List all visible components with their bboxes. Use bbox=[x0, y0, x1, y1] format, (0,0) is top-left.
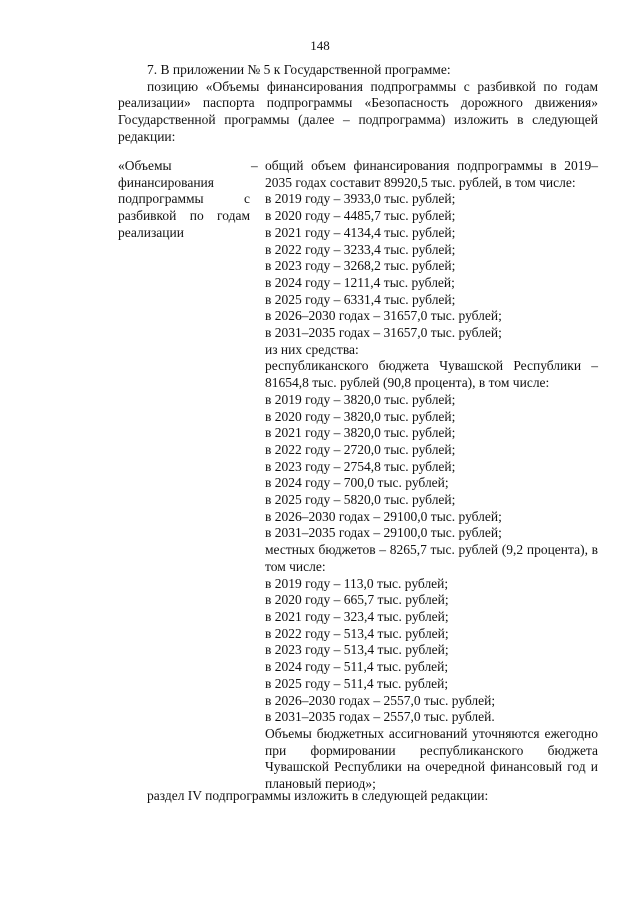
position-content bbox=[265, 158, 598, 793]
content-line: в 2021 году – 4134,4 тыс. рублей; bbox=[265, 224, 456, 240]
content-line: в 2031–2035 годах – 29100,0 тыс. рублей; bbox=[265, 525, 502, 541]
content-line: в 2025 году – 6331,4 тыс. рублей; bbox=[265, 291, 456, 307]
content-line: в 2024 году – 511,4 тыс. рублей; bbox=[265, 659, 449, 675]
content-line: в 2023 году – 3268,2 тыс. рублей; bbox=[265, 258, 456, 274]
content-line: в 2020 году – 665,7 тыс. рублей; bbox=[265, 592, 449, 608]
content-line: из них средства: bbox=[265, 341, 359, 357]
position-dash: – bbox=[251, 158, 258, 173]
content-line: республиканского бюджета Чувашской Республики – 81654,8 тыс. рублей (90,8 процента), в том числе: bbox=[265, 358, 598, 391]
content-line: в 2023 году – 2754,8 тыс. рублей; bbox=[265, 458, 456, 474]
content-line: в 2023 году – 513,4 тыс. рублей; bbox=[265, 642, 449, 658]
content-line: Объемы бюджетных ассигнований уточняются ежегодно при формировании республиканского бюджета Чувашской Республики на очередной финансовый год и плановый период»; bbox=[265, 725, 598, 792]
content-line: в 2026–2030 годах – 29100,0 тыс. рублей; bbox=[265, 508, 502, 524]
content-line: местных бюджетов – 8265,7 тыс. рублей (9,2 процента), в том числе: bbox=[265, 542, 598, 574]
content-line: в 2019 году – 3933,0 тыс. рублей; bbox=[265, 191, 456, 207]
content-line: в 2031–2035 годах – 31657,0 тыс. рублей; bbox=[265, 325, 502, 341]
content-line: общий объем финансирования подпрограммы в 2019–2035 годах составит 89920,5 тыс. рублей, в том числе: bbox=[265, 158, 598, 190]
content-line: в 2025 году – 5820,0 тыс. рублей; bbox=[265, 492, 456, 508]
content-line: в 2020 году – 3820,0 тыс. рублей; bbox=[265, 408, 456, 424]
content-line: в 2021 году – 323,4 тыс. рублей; bbox=[265, 608, 449, 624]
content-line: в 2022 году – 2720,0 тыс. рублей; bbox=[265, 441, 456, 457]
content-line: в 2026–2030 годах – 31657,0 тыс. рублей; bbox=[265, 308, 502, 324]
content-line: в 2024 году – 700,0 тыс. рублей; bbox=[265, 475, 449, 491]
content-line: в 2026–2030 годах – 2557,0 тыс. рублей; bbox=[265, 692, 496, 708]
page-number: 148 bbox=[310, 38, 330, 53]
content-line: в 2025 году – 511,4 тыс. рублей; bbox=[265, 675, 449, 691]
intro-heading: 7. В приложении № 5 к Государственной программе: bbox=[147, 62, 451, 77]
content-line: в 2024 году – 1211,4 тыс. рублей; bbox=[265, 274, 455, 290]
content-line: в 2019 году – 113,0 тыс. рублей; bbox=[265, 575, 449, 591]
intro-block bbox=[118, 62, 598, 146]
content-line: в 2022 году – 513,4 тыс. рублей; bbox=[265, 625, 449, 641]
content-line: в 2019 году – 3820,0 тыс. рублей; bbox=[265, 391, 456, 407]
intro-paragraph: позицию «Объемы финансирования подпрограммы с разбивкой по годам реализации» паспорта подпрограммы «Безопасность дорожного движения» Государственной программы (далее – подпрограмма) изложить в следующей редакции: bbox=[118, 78, 598, 144]
content-line: в 2020 году – 4485,7 тыс. рублей; bbox=[265, 208, 456, 224]
outro-text: раздел IV подпрограммы изложить в следующей редакции: bbox=[147, 788, 489, 803]
position-label: «Объемы финансирования подпрограммы с разбивкой по годам реализации bbox=[118, 158, 250, 240]
content-line: в 2031–2035 годах – 2557,0 тыс. рублей. bbox=[265, 709, 495, 725]
content-line: в 2021 году – 3820,0 тыс. рублей; bbox=[265, 425, 456, 441]
content-line: в 2022 году – 3233,4 тыс. рублей; bbox=[265, 241, 456, 257]
